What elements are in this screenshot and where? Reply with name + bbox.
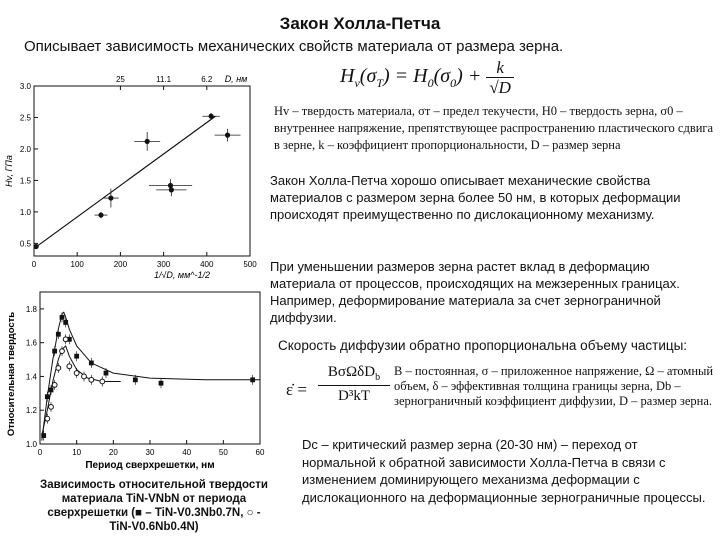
x-tick-label: 10 xyxy=(72,448,82,457)
x-tick-label: 400 xyxy=(200,260,214,269)
hall-petch-formula: $H_v(\sigma_T) = H_0(\sigma_0)$ + $\frac{k}{√D}$ xyxy=(340,58,514,97)
formula2-legend: B – постоянная, σ – приложенное напряжение, Ω – атомный объем, δ – эффективная толщина границы зерна, Db – зернограничный коэффициент диффузии, D – размер зерна. xyxy=(394,364,714,408)
square-point xyxy=(45,394,50,399)
x-tick-label: 50 xyxy=(218,448,228,457)
square-point xyxy=(52,349,57,354)
hall-petch-chart xyxy=(0,66,268,280)
data-point xyxy=(169,187,174,192)
data-point xyxy=(145,139,150,144)
paragraph-3: Скорость диффузии обратно пропорциональна объему частицы: xyxy=(278,338,688,353)
y-tick-label: 1.6 xyxy=(25,338,37,348)
top-tick-label: 11.1 xyxy=(156,75,172,84)
page-title: Закон Холла-Петча xyxy=(279,14,441,33)
top-tick-label: 25 xyxy=(115,75,125,84)
chart2-caption: Зависимость относительной твердости материала TiN-VNbN от периода сверхрешетки (■ – TiN-V0.3Nb0.7N, ○ - TiN-V0.6Nb0.4N) xyxy=(40,479,268,533)
top-axis-label: D, нм xyxy=(224,74,248,84)
square-point xyxy=(250,377,255,382)
x-tick-label: 300 xyxy=(156,260,171,269)
circle-point xyxy=(89,377,94,382)
x-tick-label: 40 xyxy=(182,448,192,457)
formula1-legend: Hv – твердость материала, σт – предел текучести, H0 – твердость зерна, σ0 – внутреннее напряжение, препятствующее распространению пластического сдвига в зерне, k – коэффициент пропорциональности, D – размер зерна xyxy=(274,104,714,152)
circle-point xyxy=(100,379,105,384)
paragraph-2: При уменьшении размеров зерна растет вклад в деформацию материала от процессов, происходящих на межзеренных границах. Например, деформирование материала за счет зернограничной диффузии. xyxy=(270,259,680,325)
x-axis-label: 1/√D, мм^-1/2 xyxy=(153,270,211,280)
square-point xyxy=(49,388,54,393)
square-point xyxy=(159,381,164,386)
fit-curve-2 xyxy=(42,346,121,436)
square-point xyxy=(63,320,68,325)
y-tick-label: 1.0 xyxy=(25,440,37,449)
square-point xyxy=(56,332,61,337)
square-point xyxy=(74,354,79,359)
y-tick-label: 1.4 xyxy=(25,372,37,382)
data-point xyxy=(34,244,39,249)
fit-line xyxy=(34,116,215,248)
square-point xyxy=(133,377,138,382)
page-subtitle: Описывает зависимость механических свойств материала от размера зерна. xyxy=(24,38,564,55)
y-tick-label: 2.5 xyxy=(19,113,31,123)
circle-point xyxy=(63,337,68,342)
x-axis-label: Период сверхрешетки, нм xyxy=(85,460,215,471)
x-tick-label: 500 xyxy=(243,260,257,269)
x-tick-label: 30 xyxy=(145,448,155,457)
y-tick-label: 1.2 xyxy=(25,406,37,416)
circle-point xyxy=(74,371,79,376)
circle-point xyxy=(49,404,54,409)
x-tick-label: 20 xyxy=(108,448,118,457)
x-tick-label: 0 xyxy=(31,260,37,269)
circle-point xyxy=(67,364,72,369)
relative-hardness-chart xyxy=(0,282,270,478)
plot-frame xyxy=(34,86,250,256)
y-tick-label: 1.8 xyxy=(25,304,37,314)
circle-point xyxy=(56,366,61,371)
square-point xyxy=(60,315,65,320)
circle-point xyxy=(52,382,57,387)
data-point xyxy=(209,114,214,119)
data-point xyxy=(225,133,230,138)
top-tick-label: 6.2 xyxy=(201,75,213,84)
y-tick-label: 1.5 xyxy=(19,176,31,186)
y-tick-label: 0.5 xyxy=(19,239,31,249)
y-axis-label: Относительная твердость xyxy=(6,311,17,437)
circle-point xyxy=(60,349,65,354)
data-point xyxy=(108,195,113,200)
y-tick-label: 2.0 xyxy=(19,144,31,154)
paragraph-4: Dc – критический размер зерна (20-30 нм) – переход от нормальной к обратной зависимости Холла-Петча в связи с изменением доминирующего механизма деформации с дислокационного на деформационные зернограничные процессы. xyxy=(302,437,706,505)
y-tick-label: 3.0 xyxy=(19,82,31,91)
x-tick-label: 100 xyxy=(70,260,84,269)
square-point xyxy=(104,371,109,376)
circle-point xyxy=(82,374,87,379)
y-tick-label: 1.0 xyxy=(19,207,31,217)
y-axis-label: Hv, ГПа xyxy=(4,155,14,187)
x-tick-label: 60 xyxy=(255,448,265,457)
data-point xyxy=(98,212,103,217)
x-tick-label: 200 xyxy=(113,260,128,269)
paragraph-1: Закон Холла-Петча хорошо описывает механические свойства материалов с размером зерна более 50 нм, в которых деформации происходят преимущественно по дислокационному механизму. xyxy=(270,173,681,222)
plot-frame xyxy=(40,292,260,444)
square-point xyxy=(89,361,94,366)
fit-curve-1 xyxy=(42,312,260,440)
x-tick-label: 0 xyxy=(37,448,43,457)
diffusion-formula: ε̇ = BσΩδD$_b$ D³kT xyxy=(286,362,390,418)
circle-point xyxy=(45,416,50,421)
data-point xyxy=(168,183,173,188)
square-point xyxy=(41,433,46,438)
